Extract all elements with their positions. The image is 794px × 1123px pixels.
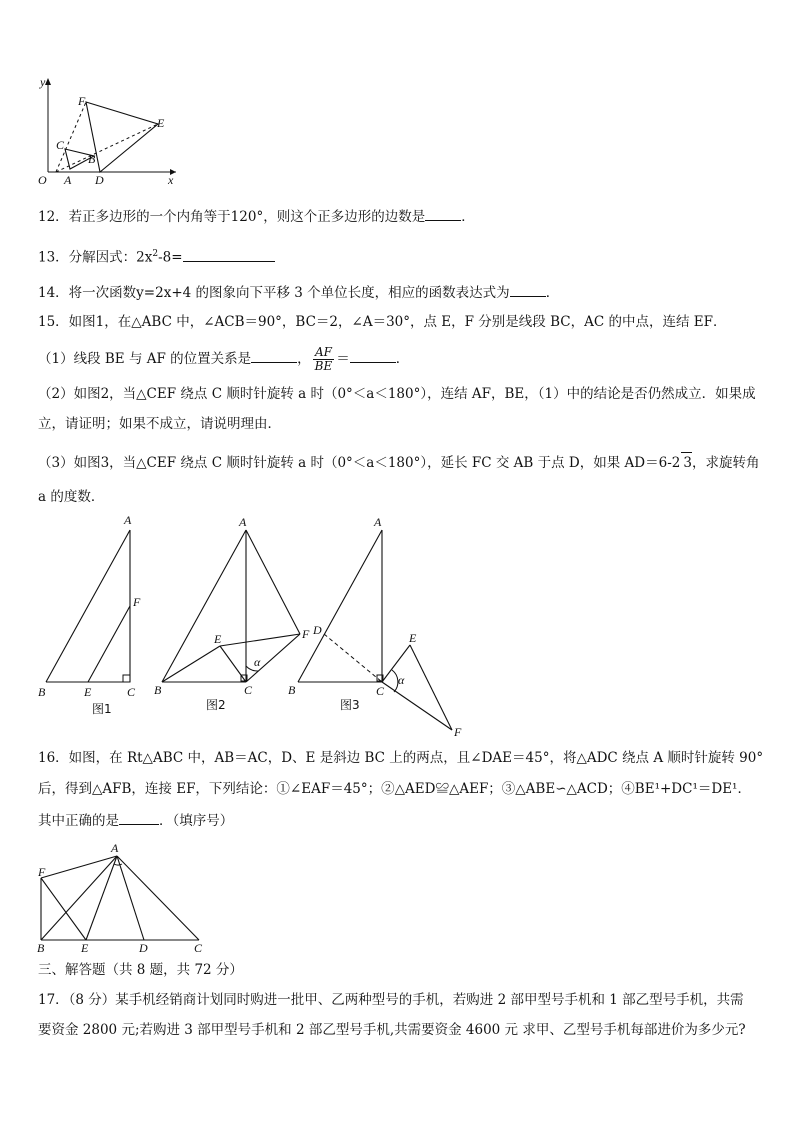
fig3-label-E: E	[409, 631, 417, 645]
label-y: y	[40, 75, 46, 89]
q15-p1-eq: ＝	[336, 351, 350, 367]
fig2-label-C: C	[244, 683, 253, 697]
q12-answer-blank[interactable]	[425, 206, 461, 221]
question-15-part2-line2	[38, 414, 281, 434]
fraction-numerator: AF	[313, 346, 335, 360]
q15-p3-pre: （3）如图3，当△CEF 绕点 C 顺时针旋转 a 时（0°＜a＜180°），延长 FC 交 AB 于点 D，如果 AD＝6-2	[38, 455, 681, 471]
q15-p1-mid: ，	[297, 351, 311, 367]
section-3-text: 三、解答题（共 8 题，共 72 分）	[38, 962, 243, 978]
fig2-label-E: E	[214, 632, 222, 646]
fig3-label-alpha: α	[398, 673, 405, 687]
question-15-intro	[38, 312, 727, 332]
question-16-line3	[38, 810, 233, 831]
fig1-label-F: F	[133, 595, 141, 609]
label-x: x	[168, 173, 174, 187]
figure-1	[34, 512, 146, 720]
q16-line3-post: ．（填序号）	[159, 813, 234, 829]
q16-label-D: D	[139, 941, 148, 955]
q15-blank-1[interactable]	[251, 348, 297, 363]
question-17-line2	[38, 1020, 746, 1040]
label-A: A	[64, 173, 72, 187]
label-E: E	[157, 116, 165, 130]
q13-answer-blank[interactable]	[183, 247, 275, 262]
fig2-label-A: A	[239, 515, 247, 529]
q15-p2-line1: （2）如图2，当△CEF 绕点 C 顺时针旋转 a 时（0°＜a＜180°），连结 AF，BE，（1）中的结论是否仍然成立．如果成	[38, 386, 756, 402]
sqrt-3: 3	[681, 452, 692, 473]
question-17-line1	[38, 990, 744, 1010]
q12-tail: ．	[461, 209, 475, 225]
question-15-part1	[38, 344, 409, 374]
q16-line1: 16．如图，在 Rt△ABC 中，AB＝AC，D、E 是斜边 BC 上的两点，且∠DAE＝45°，将△ADC 绕点 A 顺时针旋转 90°	[38, 750, 764, 766]
figure-3	[286, 512, 476, 742]
q14-tail: ．	[545, 285, 560, 301]
fig1-caption: 图1	[92, 702, 112, 716]
fig3-caption: 图3	[340, 698, 360, 712]
fig3-label-C: C	[376, 684, 385, 698]
q15-p1-tail: ．	[395, 351, 410, 367]
q15-p2-line2: 立，请证明；如果不成立，请说明理由．	[38, 416, 281, 432]
label-D: D	[95, 173, 104, 187]
fig1-label-B: B	[38, 685, 46, 699]
q15-intro-text: 15．如图1，在△ABC 中，∠ACB＝90°，BC＝2，∠A＝30°，点 E，F 分别是线段 BC，AC 的中点，连结 EF．	[38, 314, 727, 330]
q15-p3-post: ，求旋转角	[691, 455, 760, 471]
q16-label-C: C	[194, 941, 203, 955]
fraction-denominator: BE	[314, 359, 333, 373]
coordinate-figure	[34, 72, 184, 190]
q16-label-B: B	[37, 941, 45, 955]
q16-label-E: E	[81, 941, 89, 955]
fig2-label-alpha: α	[254, 655, 261, 669]
question-12	[38, 206, 475, 227]
q15-p3-line2: a 的度数．	[38, 489, 105, 505]
q16-line2: 后，得到△AFB，连接 EF，下列结论：①∠EAF＝45°；②△AED≌△AEF；③△ABE∽△ACD；④BE¹+DC¹＝DE¹．	[38, 781, 751, 797]
q13-sup: 2	[152, 249, 159, 259]
question-15-part3-line2	[38, 487, 104, 507]
fig1-label-A: A	[124, 513, 132, 527]
q14-text: 14．将一次函数y=2x+4 的图象向下平移 3 个单位长度，相应的函数表达式为	[38, 285, 510, 301]
fig2-caption: 图2	[206, 698, 226, 712]
q12-text: 12．若正多边形的一个内角等于120°，则这个正多边形的边数是	[38, 209, 426, 225]
question-13	[38, 244, 275, 268]
q16-label-A: A	[111, 841, 119, 855]
question-16-line2	[38, 779, 751, 799]
section-3-title	[38, 960, 243, 980]
question-15-part3-line1	[38, 452, 759, 473]
q13-post: -8=	[158, 249, 183, 266]
question-14	[38, 282, 559, 303]
fig3-label-D: D	[313, 623, 322, 637]
fig3-label-F: F	[454, 725, 462, 739]
q15-blank-2[interactable]	[350, 348, 396, 363]
q13-pre: 13．分解因式：2x	[38, 249, 153, 266]
q16-answer-blank[interactable]	[119, 810, 159, 825]
question-15-part2-line1	[38, 384, 756, 404]
fig3-label-B: B	[288, 683, 296, 697]
q14-answer-blank[interactable]	[510, 282, 546, 297]
q15-p1-pre: （1）线段 BE 与 AF 的位置关系是	[38, 351, 252, 367]
fig1-label-E: E	[84, 685, 92, 699]
q17-line2: 要资金 2800 元;若购进 3 部甲型号手机和 2 部乙型号手机,共需要资金 4600 元 求甲、乙型号手机每部进价为多少元?	[38, 1022, 746, 1038]
figure-q16	[34, 838, 210, 958]
question-16-line1	[38, 748, 763, 768]
q16-label-F: F	[38, 865, 46, 879]
label-C: C	[56, 138, 65, 152]
fig2-label-F: F	[302, 627, 310, 641]
q17-line1: 17．（8 分）某手机经销商计划同时购进一批甲、乙两种型号的手机，若购进 2 部甲型号手机和 1 部乙型号手机，共需	[38, 992, 744, 1008]
label-B: B	[88, 152, 96, 166]
fig1-label-C: C	[127, 685, 136, 699]
q16-line3-pre: 其中正确的是	[38, 813, 119, 829]
fig3-label-A: A	[374, 515, 382, 529]
fig2-label-B: B	[154, 683, 162, 697]
label-F: F	[78, 94, 86, 108]
fraction-af-be	[313, 346, 335, 373]
label-O: O	[38, 173, 47, 187]
